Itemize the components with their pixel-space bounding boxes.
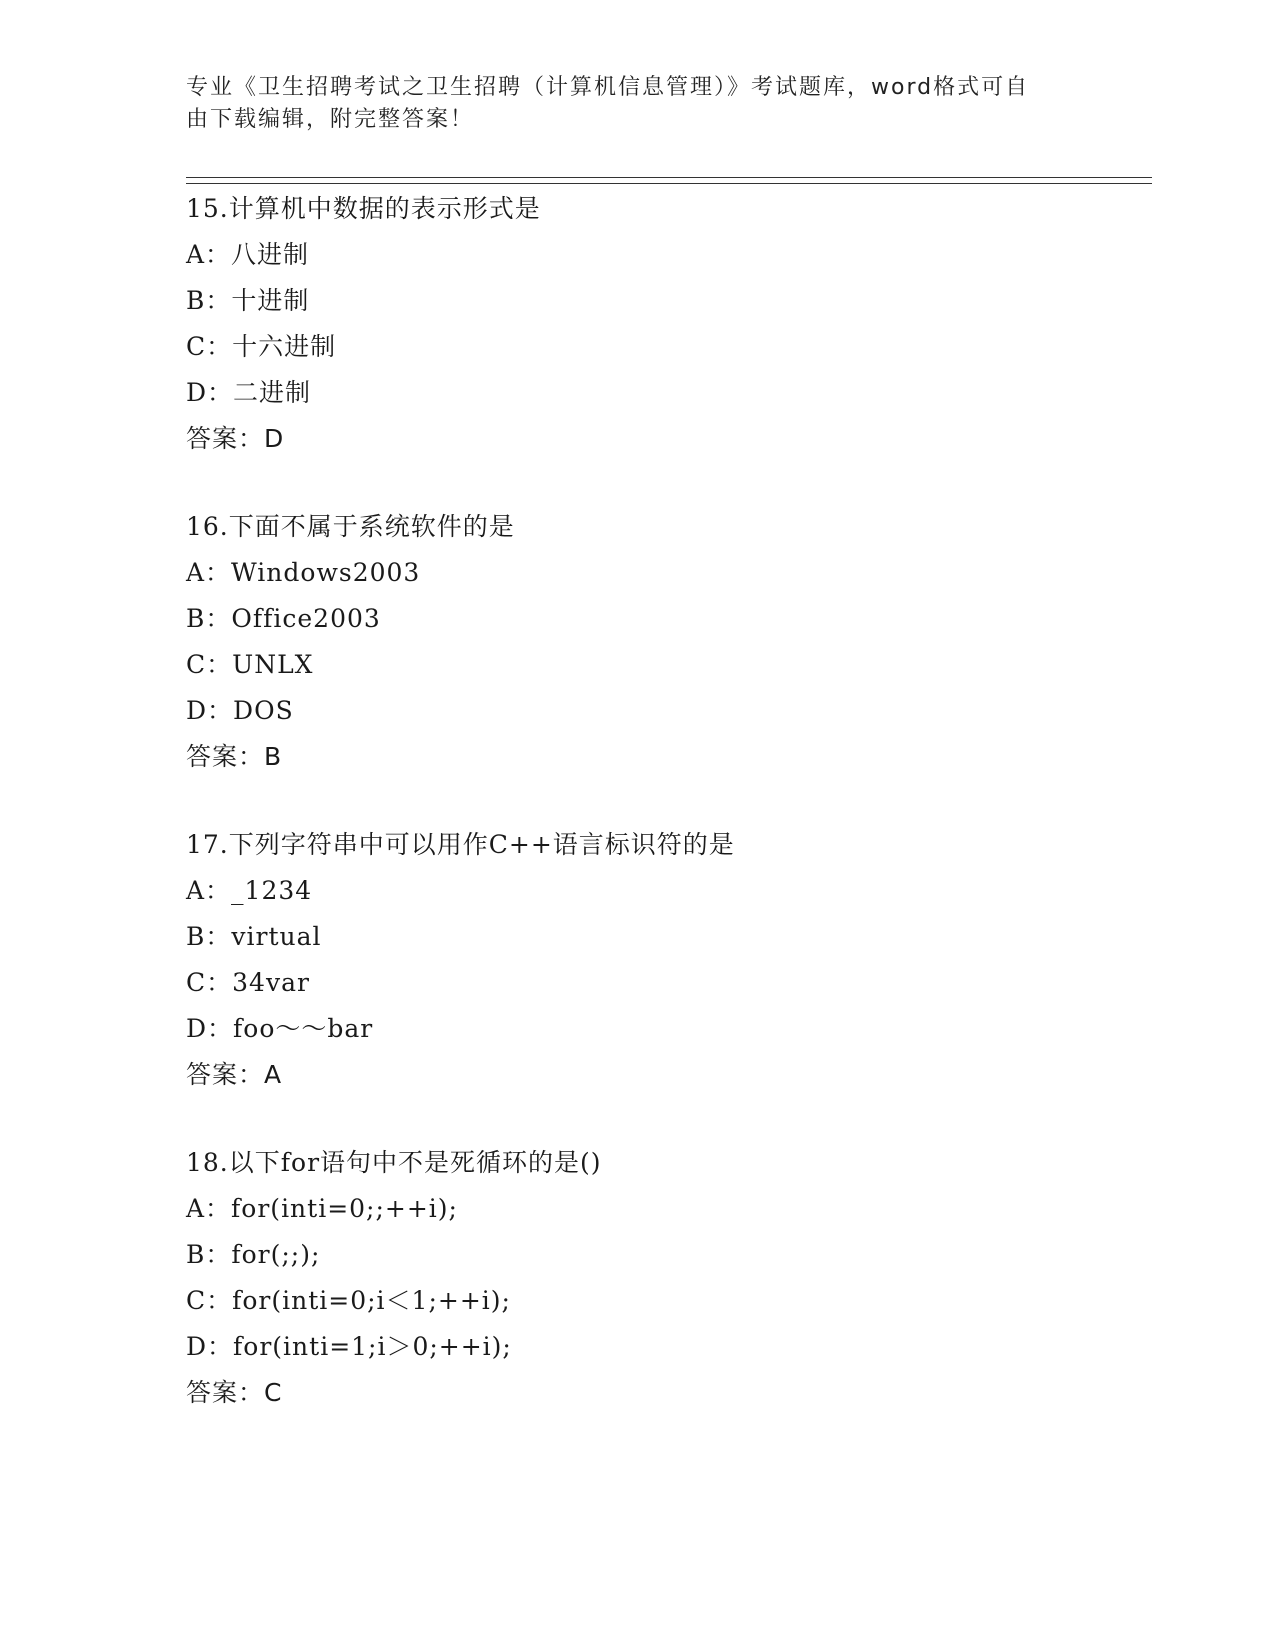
- question-stem: 18.以下for语句中不是死循环的是(): [186, 1148, 602, 1177]
- option-c: C：for(inti=0;i＜1;++i);: [186, 1286, 511, 1315]
- header-line-2: 由下载编辑，附完整答案！: [186, 107, 475, 132]
- answer-line: 答案：D: [186, 424, 285, 453]
- option-c: C：UNLX: [186, 650, 314, 679]
- option-c: C：十六进制: [186, 332, 337, 361]
- question-stem: 17.下列字符串中可以用作C++语言标识符的是: [186, 830, 735, 859]
- option-d: D：DOS: [186, 696, 294, 725]
- option-d: D：二进制: [186, 378, 312, 407]
- header-divider: [186, 177, 1152, 184]
- question-stem: 16.下面不属于系统软件的是: [186, 512, 515, 541]
- option-c: C：34var: [186, 968, 310, 997]
- option-b: B：十进制: [186, 286, 310, 315]
- question-15: [186, 186, 1186, 462]
- answer-line: 答案：C: [186, 1378, 283, 1407]
- question-16: [186, 504, 1186, 780]
- answer-line: 答案：A: [186, 1060, 283, 1089]
- option-b: B：for(;;);: [186, 1240, 321, 1269]
- option-a: A：Windows2003: [186, 558, 421, 587]
- answer-line: 答案：B: [186, 742, 283, 771]
- header-line-1: 专业《卫生招聘考试之卫生招聘（计算机信息管理）》考试题库，word格式可自: [186, 75, 1030, 100]
- option-b: B：Office2003: [186, 604, 381, 633]
- document-header: [186, 72, 1066, 136]
- option-d: D：foo～～bar: [186, 1014, 374, 1043]
- option-a: A：八进制: [186, 240, 310, 269]
- option-d: D：for(inti=1;i＞0;++i);: [186, 1332, 512, 1361]
- question-stem: 15.计算机中数据的表示形式是: [186, 194, 541, 223]
- question-18: [186, 1140, 1186, 1416]
- question-17: [186, 822, 1186, 1098]
- option-a: A：for(inti=0;;++i);: [186, 1194, 458, 1223]
- option-a: A：_1234: [186, 876, 313, 905]
- option-b: B：virtual: [186, 922, 322, 951]
